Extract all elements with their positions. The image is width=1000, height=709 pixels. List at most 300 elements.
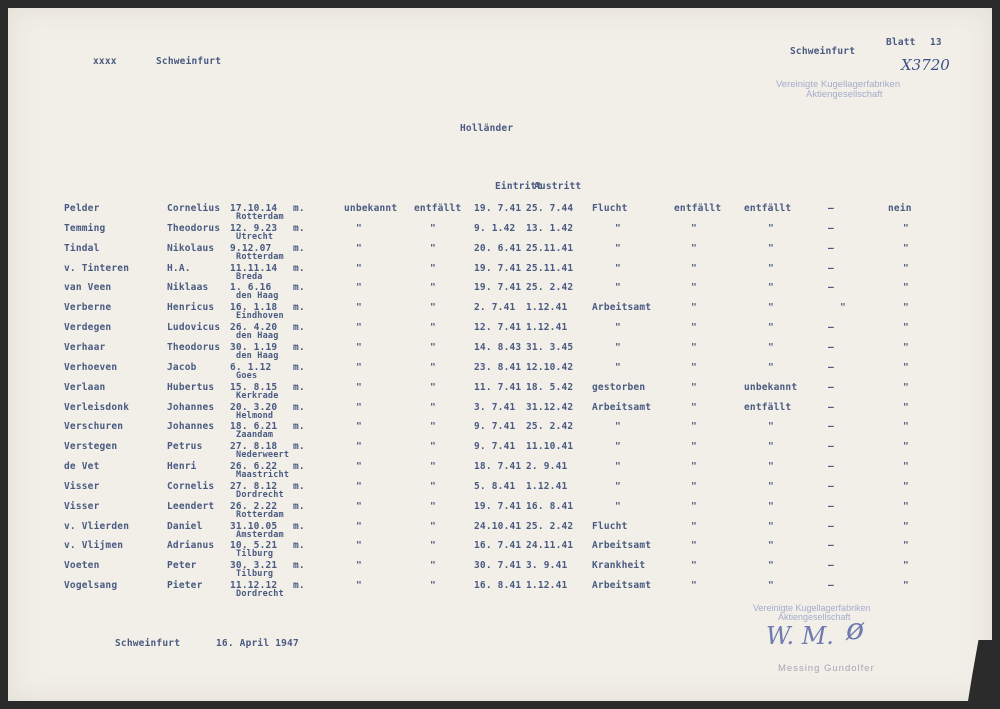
cell-col-e: – (828, 243, 834, 254)
cell-col-a: " (356, 501, 362, 512)
cell-reason: " (615, 362, 621, 373)
cell-exit: 11.10.41 (526, 441, 574, 452)
cell-col-f: " (903, 521, 909, 532)
cell-reason: " (615, 441, 621, 452)
cell-col-f: " (903, 263, 909, 274)
cell-col-f: " (903, 362, 909, 373)
cell-col-a: " (356, 421, 362, 432)
cell-col-d: " (768, 441, 774, 452)
cell-col-c: " (691, 481, 697, 492)
cell-exit: 25.11.41 (526, 263, 574, 274)
cell-firstname: Leendert (167, 501, 215, 512)
cell-firstname: Henri (167, 461, 197, 472)
cell-reason: " (615, 501, 621, 512)
cell-col-c: entfällt (674, 203, 722, 214)
cell-sex: m. (293, 441, 305, 452)
cell-col-d: " (768, 481, 774, 492)
cell-entry: 3. 7.41 (474, 402, 516, 413)
cell-reason: Arbeitsamt (592, 402, 652, 413)
cell-surname: Visser (64, 481, 100, 492)
cell-reason: Arbeitsamt (592, 540, 652, 551)
cell-col-c: " (691, 362, 697, 373)
cell-reason: Krankheit (592, 560, 646, 571)
cell-col-a: " (356, 580, 362, 591)
cell-birthdate: 26. 4.20 (230, 322, 278, 333)
cell-reason: " (615, 461, 621, 472)
cell-col-d: " (768, 263, 774, 274)
cell-sex: m. (293, 203, 305, 214)
cell-reason: " (615, 322, 621, 333)
cell-col-c: " (691, 223, 697, 234)
cell-col-f: " (903, 481, 909, 492)
cell-entry: 9. 1.42 (474, 223, 516, 234)
cell-col-c: " (691, 560, 697, 571)
cell-col-c: " (691, 540, 697, 551)
cell-col-b: " (430, 441, 436, 452)
cell-col-d: " (768, 580, 774, 591)
cell-reason: Flucht (592, 521, 628, 532)
cell-col-a: " (356, 560, 362, 571)
cell-col-f: " (903, 402, 909, 413)
blatt-number: 13 (930, 37, 942, 48)
cell-exit: 31. 3.45 (526, 342, 574, 353)
cell-entry: 23. 8.41 (474, 362, 522, 373)
cell-col-a: " (356, 461, 362, 472)
cell-col-b: " (430, 560, 436, 571)
cell-col-a: unbekannt (344, 203, 398, 214)
cell-firstname: H.A. (167, 263, 191, 274)
cell-col-d: " (768, 223, 774, 234)
cell-col-c: " (691, 282, 697, 293)
cell-birthdate: 11.12.12 (230, 580, 278, 591)
cell-col-b: " (430, 223, 436, 234)
cell-entry: 12. 7.41 (474, 322, 522, 333)
cell-birthplace: Zaandam (236, 430, 274, 440)
cell-exit: 25. 7.44 (526, 203, 574, 214)
cell-birthplace: Rotterdam (236, 510, 284, 520)
cell-col-e: " (840, 302, 846, 313)
cell-sex: m. (293, 282, 305, 293)
cell-surname: v. Vlierden (64, 521, 130, 532)
cell-col-f: " (903, 302, 909, 313)
cell-col-a: " (356, 302, 362, 313)
signature-mark-icon: ø (846, 612, 865, 647)
cell-col-a: " (356, 282, 362, 293)
cell-surname: Verlaan (64, 382, 106, 393)
cell-col-a: " (356, 322, 362, 333)
cell-col-d: unbekannt (744, 382, 798, 393)
cell-surname: Voeten (64, 560, 100, 571)
cell-birthdate: 1. 6.16 (230, 282, 272, 293)
cell-surname: Verleisdonk (64, 402, 130, 413)
cell-col-f: " (903, 441, 909, 452)
cell-firstname: Peter (167, 560, 197, 571)
cell-surname: Verdegen (64, 322, 112, 333)
cell-birthdate: 30. 1.19 (230, 342, 278, 353)
cell-birthplace: Maastricht (236, 470, 290, 480)
nationality-heading: Holländer (460, 123, 514, 134)
cell-col-c: " (691, 421, 697, 432)
signature: W. M. (766, 622, 834, 650)
header-town-left: Schweinfurt (156, 56, 222, 67)
cell-col-e: – (828, 342, 834, 353)
cell-col-e: – (828, 203, 834, 214)
cell-exit: 24.11.41 (526, 540, 574, 551)
cell-col-a: " (356, 521, 362, 532)
cell-col-c: " (691, 580, 697, 591)
cell-reason: Arbeitsamt (592, 580, 652, 591)
cell-col-b: " (430, 481, 436, 492)
cell-col-a: " (356, 402, 362, 413)
cell-sex: m. (293, 402, 305, 413)
cell-col-b: " (430, 580, 436, 591)
cell-sex: m. (293, 481, 305, 492)
cell-birthplace: den Haag (236, 291, 279, 301)
cell-col-e: – (828, 560, 834, 571)
cell-col-f: " (903, 342, 909, 353)
cell-sex: m. (293, 580, 305, 591)
cell-birthplace: den Haag (236, 331, 279, 341)
cell-birthdate: 18. 6.21 (230, 421, 278, 432)
cell-col-c: " (691, 263, 697, 274)
cell-surname: Vogelsang (64, 580, 118, 591)
cell-col-e: – (828, 362, 834, 373)
cell-exit: 1.12.41 (526, 481, 568, 492)
cell-birthplace: Rotterdam (236, 212, 284, 222)
cell-col-d: " (768, 560, 774, 571)
cell-entry: 16. 8.41 (474, 580, 522, 591)
cell-firstname: Cornelius (167, 203, 221, 214)
cell-firstname: Theodorus (167, 223, 221, 234)
cell-entry: 19. 7.41 (474, 501, 522, 512)
cell-exit: 3. 9.41 (526, 560, 568, 571)
cell-exit: 2. 9.41 (526, 461, 568, 472)
cell-entry: 19. 7.41 (474, 263, 522, 274)
cell-surname: van Veen (64, 282, 112, 293)
cell-exit: 18. 5.42 (526, 382, 574, 393)
cell-col-e: – (828, 322, 834, 333)
cell-birthdate: 16. 1.18 (230, 302, 278, 313)
cell-col-c: " (691, 461, 697, 472)
cell-col-e: – (828, 382, 834, 393)
cell-col-d: " (768, 421, 774, 432)
cell-col-a: " (356, 342, 362, 353)
cell-col-f: " (903, 322, 909, 333)
cell-col-e: – (828, 441, 834, 452)
cell-col-e: – (828, 540, 834, 551)
cell-firstname: Niklaas (167, 282, 209, 293)
cell-col-f: " (903, 540, 909, 551)
cell-sex: m. (293, 223, 305, 234)
cell-birthdate: 10. 5.21 (230, 540, 278, 551)
cell-col-c: " (691, 302, 697, 313)
cell-sex: m. (293, 461, 305, 472)
cell-sex: m. (293, 243, 305, 254)
cell-birthdate: 12. 9.23 (230, 223, 278, 234)
cell-col-d: " (768, 243, 774, 254)
cell-surname: Temming (64, 223, 106, 234)
cell-birthplace: Tilburg (236, 549, 274, 559)
cell-reason: " (615, 223, 621, 234)
cell-col-f: " (903, 243, 909, 254)
cell-entry: 24.10.41 (474, 521, 522, 532)
cell-col-f: " (903, 421, 909, 432)
cell-firstname: Henricus (167, 302, 215, 313)
cell-col-b: " (430, 402, 436, 413)
cell-birthplace: Tilburg (236, 569, 274, 579)
cell-entry: 11. 7.41 (474, 382, 522, 393)
cell-entry: 30. 7.41 (474, 560, 522, 571)
column-austritt: Austritt (534, 181, 582, 192)
cell-birthplace: Breda (236, 272, 263, 282)
cell-birthplace: Rotterdam (236, 252, 284, 262)
cell-col-d: " (768, 342, 774, 353)
cell-reason: " (615, 421, 621, 432)
cell-surname: v. Vlijmen (64, 540, 124, 551)
cell-reason: " (615, 481, 621, 492)
cell-reason: " (615, 282, 621, 293)
cell-reason: " (615, 342, 621, 353)
cell-reason: " (615, 243, 621, 254)
cell-col-b: " (430, 263, 436, 274)
company-stamp-top (776, 80, 900, 100)
cell-col-b: " (430, 501, 436, 512)
cell-firstname: Theodorus (167, 342, 221, 353)
cell-firstname: Johannes (167, 402, 215, 413)
column-eintritt: Eintritt (495, 181, 543, 192)
cell-firstname: Hubertus (167, 382, 215, 393)
cell-exit: 25.11.41 (526, 243, 574, 254)
cell-entry: 18. 7.41 (474, 461, 522, 472)
cell-col-f: " (903, 501, 909, 512)
cell-col-a: " (356, 263, 362, 274)
cell-reason: Flucht (592, 203, 628, 214)
cell-sex: m. (293, 342, 305, 353)
cell-exit: 25. 2.42 (526, 282, 574, 293)
blatt-label: Blatt (886, 37, 916, 48)
cell-col-a: " (356, 382, 362, 393)
cell-col-c: " (691, 402, 697, 413)
cell-entry: 20. 6.41 (474, 243, 522, 254)
cell-birthdate: 20. 3.20 (230, 402, 278, 413)
cell-col-f: " (903, 461, 909, 472)
cell-birthdate: 26. 2.22 (230, 501, 278, 512)
stamp-bottom-line1: Vereinigte Kugellagerfabriken (753, 603, 871, 613)
cell-col-e: – (828, 501, 834, 512)
cell-entry: 14. 8.43 (474, 342, 522, 353)
cell-birthplace: Dordrecht (236, 589, 284, 599)
cell-reason: gestorben (592, 382, 646, 393)
cell-sex: m. (293, 560, 305, 571)
footer-place: Schweinfurt (115, 638, 181, 649)
cell-exit: 1.12.41 (526, 580, 568, 591)
cell-col-a: " (356, 540, 362, 551)
cell-exit: 12.10.42 (526, 362, 574, 373)
cell-birthplace: Helmond (236, 411, 274, 421)
cell-surname: Verschuren (64, 421, 124, 432)
cell-entry: 5. 8.41 (474, 481, 516, 492)
cell-col-f: " (903, 580, 909, 591)
cell-sex: m. (293, 540, 305, 551)
cell-exit: 1.12.41 (526, 302, 568, 313)
cell-col-a: " (356, 481, 362, 492)
cell-col-d: " (768, 521, 774, 532)
cell-col-d: " (768, 282, 774, 293)
cell-col-e: – (828, 521, 834, 532)
stamp-top-line2: Aktiengesellschaft (806, 88, 883, 100)
cell-birthplace: Kerkrade (236, 391, 279, 401)
cell-surname: Tindal (64, 243, 100, 254)
signer-names: Messing Gundolfer (778, 663, 875, 674)
cell-col-b: " (430, 421, 436, 432)
cell-col-b: " (430, 521, 436, 532)
cell-col-e: – (828, 580, 834, 591)
cell-sex: m. (293, 521, 305, 532)
cell-birthplace: Goes (236, 371, 258, 381)
cell-firstname: Johannes (167, 421, 215, 432)
cell-birthplace: Nederweert (236, 450, 290, 460)
cell-col-e: – (828, 402, 834, 413)
cell-entry: 2. 7.41 (474, 302, 516, 313)
cell-birthplace: den Haag (236, 351, 279, 361)
cell-firstname: Daniel (167, 521, 203, 532)
cell-col-b: " (430, 540, 436, 551)
cell-exit: 13. 1.42 (526, 223, 574, 234)
cell-sex: m. (293, 302, 305, 313)
cell-birthdate: 27. 8.12 (230, 481, 278, 492)
cell-col-e: – (828, 461, 834, 472)
cell-col-d: " (768, 322, 774, 333)
cell-col-f: " (903, 382, 909, 393)
cell-surname: Pelder (64, 203, 100, 214)
cell-col-b: " (430, 382, 436, 393)
cell-col-d: " (768, 461, 774, 472)
cell-col-f: " (903, 223, 909, 234)
cell-col-c: " (691, 521, 697, 532)
cell-birthplace: Amsterdam (236, 530, 284, 540)
cell-col-b: " (430, 342, 436, 353)
cell-col-b: " (430, 461, 436, 472)
cell-col-e: – (828, 282, 834, 293)
cell-surname: Verhoeven (64, 362, 118, 373)
cell-col-b: " (430, 243, 436, 254)
cell-col-d: " (768, 362, 774, 373)
cell-birthplace: Utrecht (236, 232, 274, 242)
cell-col-e: – (828, 223, 834, 234)
cell-firstname: Nikolaus (167, 243, 215, 254)
cell-col-b: " (430, 302, 436, 313)
cell-col-e: – (828, 481, 834, 492)
cell-exit: 1.12.41 (526, 322, 568, 333)
cell-col-b: " (430, 322, 436, 333)
cell-entry: 16. 7.41 (474, 540, 522, 551)
cell-col-f: " (903, 560, 909, 571)
cell-birthdate: 27. 8.18 (230, 441, 278, 452)
cell-firstname: Jacob (167, 362, 197, 373)
archive-number: X3720 (901, 56, 950, 74)
header-code: xxxx (93, 56, 117, 67)
cell-col-d: " (768, 302, 774, 313)
cell-col-c: " (691, 501, 697, 512)
cell-birthdate: 9.12.07 (230, 243, 272, 254)
cell-exit: 31.12.42 (526, 402, 574, 413)
cell-entry: 19. 7.41 (474, 203, 522, 214)
cell-birthplace: Dordrecht (236, 490, 284, 500)
cell-firstname: Adrianus (167, 540, 215, 551)
cell-sex: m. (293, 263, 305, 274)
cell-col-c: " (691, 342, 697, 353)
cell-col-f: nein (888, 203, 912, 214)
cell-sex: m. (293, 322, 305, 333)
cell-col-b: entfällt (414, 203, 462, 214)
cell-sex: m. (293, 501, 305, 512)
document-page (8, 8, 992, 701)
cell-exit: 25. 2.42 (526, 521, 574, 532)
cell-surname: de Vet (64, 461, 100, 472)
cell-entry: 9. 7.41 (474, 421, 516, 432)
cell-reason: " (615, 263, 621, 274)
footer-date: 16. April 1947 (216, 638, 299, 649)
cell-sex: m. (293, 382, 305, 393)
cell-sex: m. (293, 362, 305, 373)
cell-surname: Verberne (64, 302, 112, 313)
cell-col-d: entfällt (744, 402, 792, 413)
cell-col-a: " (356, 243, 362, 254)
cell-col-b: " (430, 362, 436, 373)
cell-birthplace: Eindhoven (236, 311, 284, 321)
cell-col-a: " (356, 362, 362, 373)
cell-birthdate: 6. 1.12 (230, 362, 272, 373)
cell-col-e: – (828, 263, 834, 274)
cell-firstname: Petrus (167, 441, 203, 452)
cell-firstname: Cornelis (167, 481, 215, 492)
cell-col-c: " (691, 322, 697, 333)
cell-col-c: " (691, 382, 697, 393)
cell-col-b: " (430, 282, 436, 293)
cell-surname: Visser (64, 501, 100, 512)
cell-surname: Verhaar (64, 342, 106, 353)
header-town-right: Schweinfurt (790, 46, 856, 57)
cell-birthdate: 26. 6.22 (230, 461, 278, 472)
cell-birthdate: 15. 8.15 (230, 382, 278, 393)
cell-birthdate: 31.10.05 (230, 521, 278, 532)
cell-entry: 9. 7.41 (474, 441, 516, 452)
stamp-bottom-line2: Aktiengesellschaft (778, 612, 851, 623)
cell-surname: Verstegen (64, 441, 118, 452)
cell-exit: 25. 2.42 (526, 421, 574, 432)
cell-col-a: " (356, 223, 362, 234)
cell-col-c: " (691, 441, 697, 452)
cell-exit: 16. 8.41 (526, 501, 574, 512)
cell-col-c: " (691, 243, 697, 254)
cell-birthdate: 17.10.14 (230, 203, 278, 214)
cell-col-a: " (356, 441, 362, 452)
cell-col-d: " (768, 540, 774, 551)
cell-col-e: – (828, 421, 834, 432)
cell-entry: 19. 7.41 (474, 282, 522, 293)
cell-birthdate: 30. 3.21 (230, 560, 278, 571)
cell-col-d: " (768, 501, 774, 512)
cell-sex: m. (293, 421, 305, 432)
cell-reason: Arbeitsamt (592, 302, 652, 313)
cell-firstname: Ludovicus (167, 322, 221, 333)
cell-col-d: entfällt (744, 203, 792, 214)
cell-birthdate: 11.11.14 (230, 263, 278, 274)
cell-firstname: Pieter (167, 580, 203, 591)
cell-surname: v. Tinteren (64, 263, 130, 274)
stamp-top-line1: Vereinigte Kugellagerfabriken (776, 79, 901, 90)
cell-col-f: " (903, 282, 909, 293)
